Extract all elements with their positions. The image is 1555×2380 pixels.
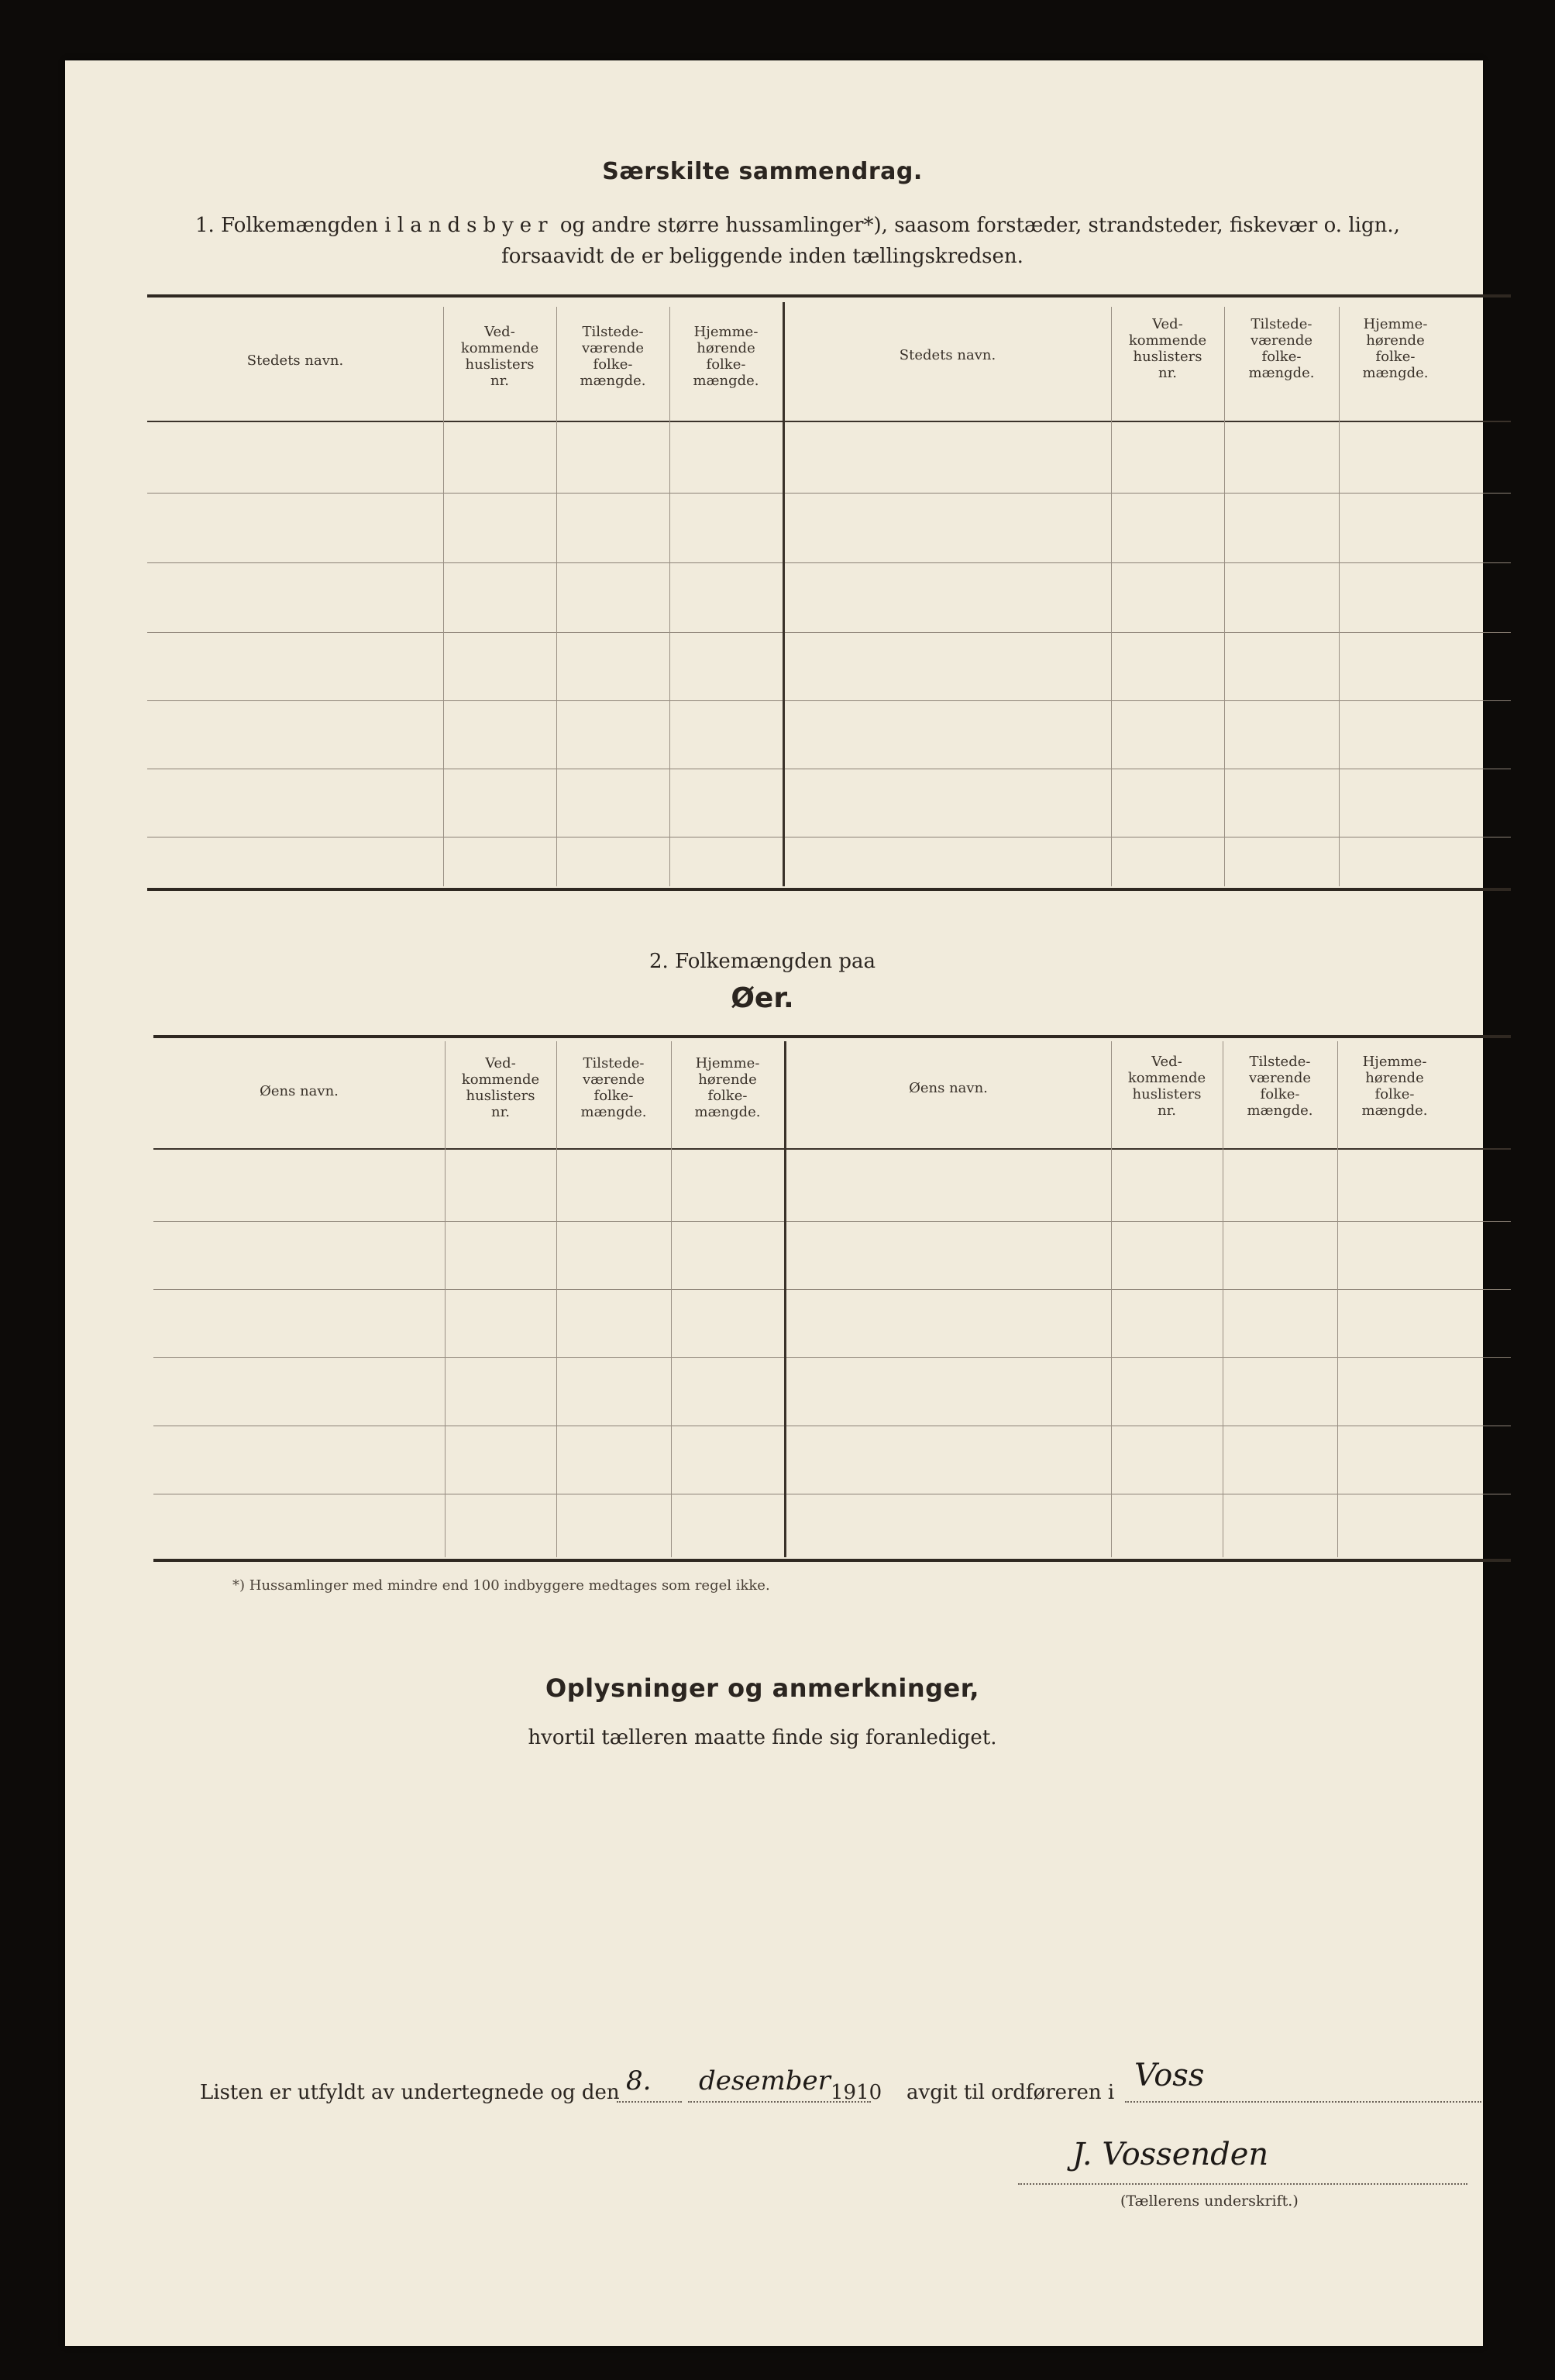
column-header-stedets-navn: Stedets navn. [246, 353, 344, 369]
table2-header-rule [153, 1148, 1511, 1150]
column-header-tilstedevaerende: Tilstede- værende folke- mængde. [580, 324, 646, 389]
column-divider [669, 307, 670, 886]
closing-text-b: avgit til ordføreren i [907, 2081, 1115, 2104]
section1-intro-line1 [195, 214, 1400, 237]
remarks-subtitle: hvortil tælleren maatte finde sig foranlediget. [528, 1726, 997, 1749]
census-form-page [65, 60, 1483, 2346]
page-title: Særskilte sammendrag. [602, 158, 923, 185]
column-header-tilstedevaerende-right: Tilstede- værende folke- mængde. [1247, 1054, 1313, 1119]
column-header-hjemmehorende: Hjemme- hørende folke- mængde. [693, 324, 759, 389]
column-header-tilstedevaerende: Tilstede- værende folke- mængde. [580, 1055, 647, 1120]
table2-bottom-rule [153, 1559, 1511, 1562]
closing-text-a: Listen er utfyldt av undertegnede og den [200, 2081, 620, 2104]
column-header-huslisters-nr-right: Ved- kommende huslisters nr. [1127, 1054, 1206, 1119]
month-field[interactable]: desember [699, 2065, 831, 2096]
section1-intro-line2: forsaavidt de er beliggende inden tællingskredsen. [501, 245, 1023, 268]
day-field-line [617, 2101, 682, 2103]
year-text: 1910 [831, 2081, 882, 2104]
table2-top-rule [153, 1035, 1511, 1038]
municipality-field[interactable]: Voss [1134, 2058, 1205, 2093]
column-header-hjemmehorende-right: Hjemme- hørende folke- mængde. [1361, 1054, 1428, 1119]
column-header-stedets-navn-right: Stedets navn. [899, 347, 996, 363]
column-header-tilstedevaerende-right: Tilstede- værende folke- mængde. [1248, 316, 1315, 381]
table1-bottom-rule [147, 888, 1511, 891]
column-header-hjemmehorende-right: Hjemme- hørende folke- mængde. [1362, 316, 1429, 381]
center-divider [783, 302, 785, 886]
column-header-huslisters-nr: Ved- kommende huslisters nr. [461, 1055, 540, 1120]
intro-text-a: 1. Folkemængden i [195, 214, 397, 237]
intro-text-spaced: landsbyer [397, 214, 554, 237]
column-header-hjemmehorende: Hjemme- hørende folke- mængde. [694, 1055, 761, 1120]
column-header-oens-navn-right: Øens navn. [909, 1080, 988, 1096]
column-divider [443, 307, 444, 886]
center-divider [784, 1041, 786, 1557]
table-row [153, 1289, 1511, 1290]
table-row [147, 632, 1511, 633]
table-row [147, 562, 1511, 563]
signature-line [1018, 2183, 1467, 2185]
column-header-huslisters-nr: Ved- kommende huslisters nr. [460, 324, 539, 389]
signature-label: (Tællerens underskrift.) [1120, 2193, 1299, 2210]
table1-top-rule [147, 294, 1511, 298]
table-row [147, 700, 1511, 701]
section2-title: Øer. [731, 982, 794, 1014]
signature-field[interactable]: J. Vossenden [1072, 2137, 1269, 2172]
day-field[interactable]: 8. [626, 2065, 652, 2096]
table-row [153, 1221, 1511, 1222]
column-divider [556, 307, 557, 886]
table-row [153, 1357, 1511, 1358]
table-row [147, 493, 1511, 494]
table1-header-rule [147, 421, 1511, 422]
closing-line [200, 2081, 620, 2104]
remarks-title: Oplysninger og anmerkninger, [545, 1673, 979, 1703]
footnote: *) Hussamlinger med mindre end 100 indbyggere medtages som regel ikke. [232, 1577, 770, 1594]
section2-heading: 2. Folkemængden paa [649, 950, 876, 973]
municipality-field-line [1125, 2101, 1481, 2103]
column-header-huslisters-nr-right: Ved- kommende huslisters nr. [1128, 316, 1207, 381]
column-header-oens-navn: Øens navn. [260, 1083, 339, 1099]
column-divider [1111, 307, 1112, 886]
column-divider [1224, 307, 1225, 886]
column-divider [1339, 307, 1340, 886]
intro-text-b: og andre større hussamlinger*), saasom forstæder, strandsteder, fiskevær o. lign., [553, 214, 1400, 237]
